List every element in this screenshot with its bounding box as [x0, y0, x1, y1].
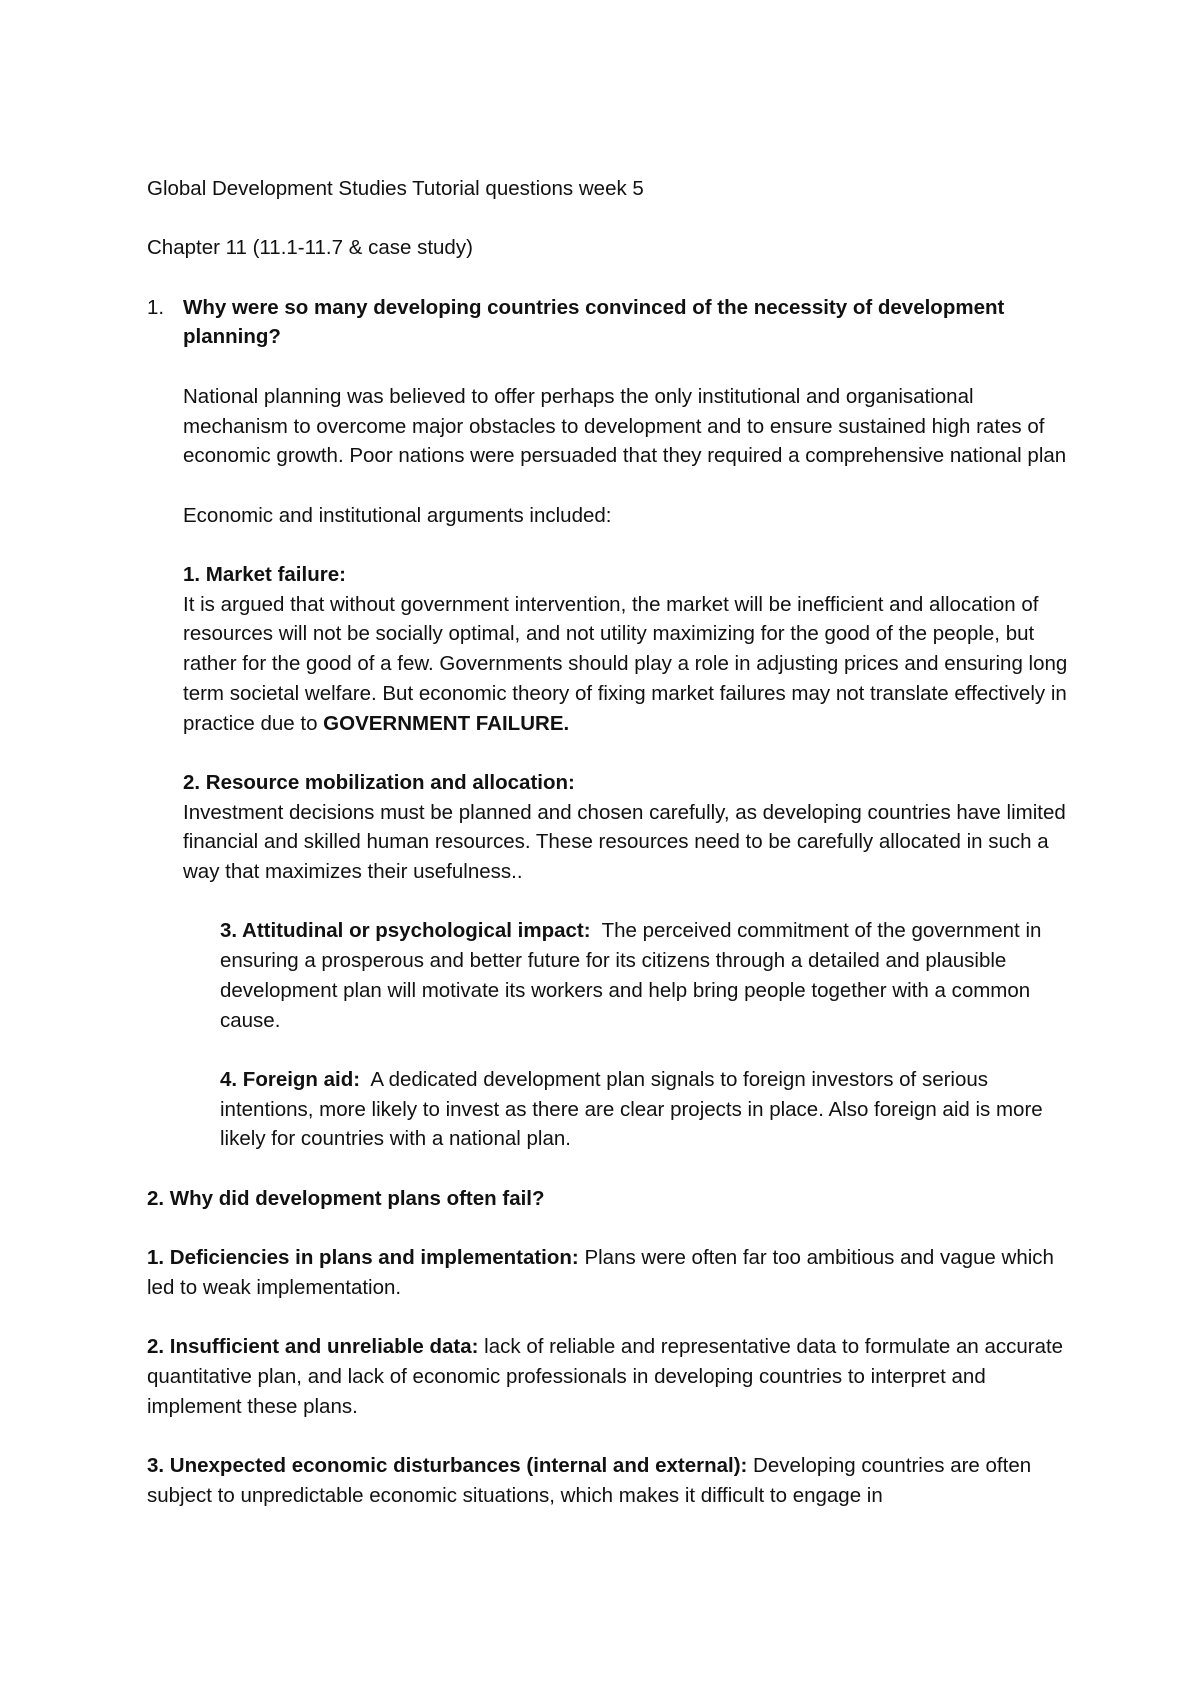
- question-1-text: Why were so many developing countries convinced of the necessity of development planning?: [183, 295, 1005, 349]
- q2-point-3-heading: 3. Unexpected economic disturbances (internal and external):: [147, 1454, 748, 1478]
- q1-point-2-heading: 2. Resource mobilization and allocation:: [183, 770, 575, 794]
- q2-point-2-heading: 2. Insufficient and unreliable data:: [147, 1335, 479, 1359]
- q1-point-1-text: It is argued that without government intervention, the market will be inefficient and allocation of resources will not be socially optimal, and not utility maximizing for the good of the people, but rather for the good of a few. Governments should play a role in adjusting prices and ensuring long term societal welfare. But economic theory of fixing market failures may not translate effectively in practice due to: [183, 592, 1068, 735]
- q1-point-foreign-aid: [147, 1065, 1077, 1154]
- q2-point-deficiencies: [147, 1243, 1077, 1302]
- q2-point-3-text: Developing countries are often subject to unpredictable economic situations, which makes it difficult to engage in: [147, 1454, 1032, 1507]
- q1-point-1-emphasis: GOVERNMENT FAILURE.: [323, 711, 570, 735]
- q2-point-economic-disturbances: [147, 1451, 1077, 1510]
- q2-point-1-heading: 1. Deficiencies in plans and implementation:: [147, 1246, 579, 1270]
- question-2-text: 2. Why did development plans often fail?: [147, 1186, 545, 1210]
- q1-point-4-heading: 4. Foreign aid:: [220, 1067, 361, 1091]
- question-2: [147, 1184, 1077, 1214]
- q1-point-attitudinal-impact: [147, 916, 1077, 1035]
- q1-answer-intro: National planning was believed to offer perhaps the only institutional and organisational mechanism to overcome major obstacles to development and to ensure sustained high rates of economic growth. Poor nations were persuaded that they required a comprehensive national plan: [183, 384, 1067, 468]
- q2-point-1-text: Plans were often far too ambitious and vague which led to weak implementation.: [147, 1246, 1054, 1299]
- q1-arguments-intro: Economic and institutional arguments included:: [183, 503, 612, 527]
- q1-point-4-text: A dedicated development plan signals to foreign investors of serious intentions, more likely to invest as there are clear projects in place. Also foreign aid is more likely for countries with a national plan.: [220, 1067, 1049, 1151]
- q1-point-1-heading: 1. Market failure:: [183, 563, 346, 587]
- q2-point-2-text: lack of reliable and representative data to formulate an accurate quantitative plan, and lack of economic professionals in developing countries to interpret and implement these plans.: [147, 1335, 1064, 1418]
- q1-point-3-text: The perceived commitment of the government in ensuring a prosperous and better future for its citizens through a detailed and plausible development plan will motivate its workers and help bring people together with a common cause.: [220, 919, 1048, 1032]
- q1-point-2-text: Investment decisions must be planned and chosen carefully, as developing countries have limited financial and skilled human resources. These resources need to be carefully allocated in such a way that maximizes their usefulness..: [183, 800, 1066, 884]
- document-body: [147, 174, 1077, 1510]
- q1-point-market-failure: [147, 560, 1077, 738]
- q2-point-insufficient-data: [147, 1332, 1077, 1421]
- q1-point-3-heading: 3. Attitudinal or psychological impact:: [220, 919, 591, 943]
- question-1: [147, 293, 1077, 352]
- question-1-number: 1.: [147, 295, 165, 319]
- chapter-line: Chapter 11 (11.1-11.7 & case study): [147, 236, 473, 260]
- document-title: Global Development Studies Tutorial questions week 5: [147, 177, 644, 200]
- q1-point-resource-mobilization: [147, 768, 1077, 887]
